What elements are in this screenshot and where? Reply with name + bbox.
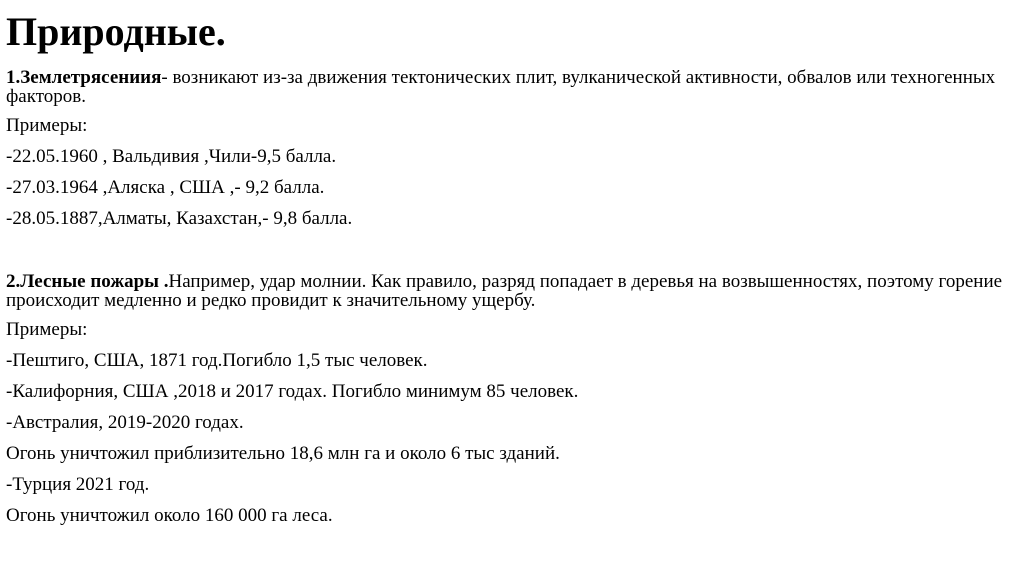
page-title: Природные. [6,9,226,54]
section-1-intro [6,68,1011,106]
section-2-example: -Австралия, 2019-2020 годах. [6,412,244,433]
section-2-text: Например, удар молнии. Как правило, разряд попадает в деревья на возвышенностях, поэтому горение происходит медленно и редко провидит к значительному ущербу. [6,271,1003,311]
section-2-example: -Калифорния, США ,2018 и 2017 годах. Погибло минимум 85 человек. [6,381,579,402]
section-2-examples-label: Примеры: [6,319,88,340]
section-1-examples-label: Примеры: [6,115,88,136]
section-1-example: -22.05.1960 , Вальдивия ,Чили-9,5 балла. [6,146,337,167]
section-2-example: Огонь уничтожил приблизительно 18,6 млн га и около 6 тыс зданий. [6,443,560,464]
section-2-example: -Пештиго, США, 1871 год.Погибло 1,5 тыс человек. [6,350,428,371]
section-1-text: - возникают из-за движения тектонических плит, вулканической активности, обвалов или техногенных факторов. [6,67,996,107]
section-1-example: -28.05.1887,Алматы, Казахстан,- 9,8 балла. [6,208,353,229]
section-1-heading: 1.Землетрясениия [6,67,162,88]
section-2-example: Огонь уничтожил около 160 000 га леса. [6,505,333,526]
slide [6,8,1011,527]
section-2-intro [6,272,1011,310]
section-2-example: -Турция 2021 год. [6,474,150,495]
section-2-heading: 2.Лесные пожары . [6,271,169,292]
section-1-example: -27.03.1964 ,Аляска , США ,- 9,2 балла. [6,177,325,198]
